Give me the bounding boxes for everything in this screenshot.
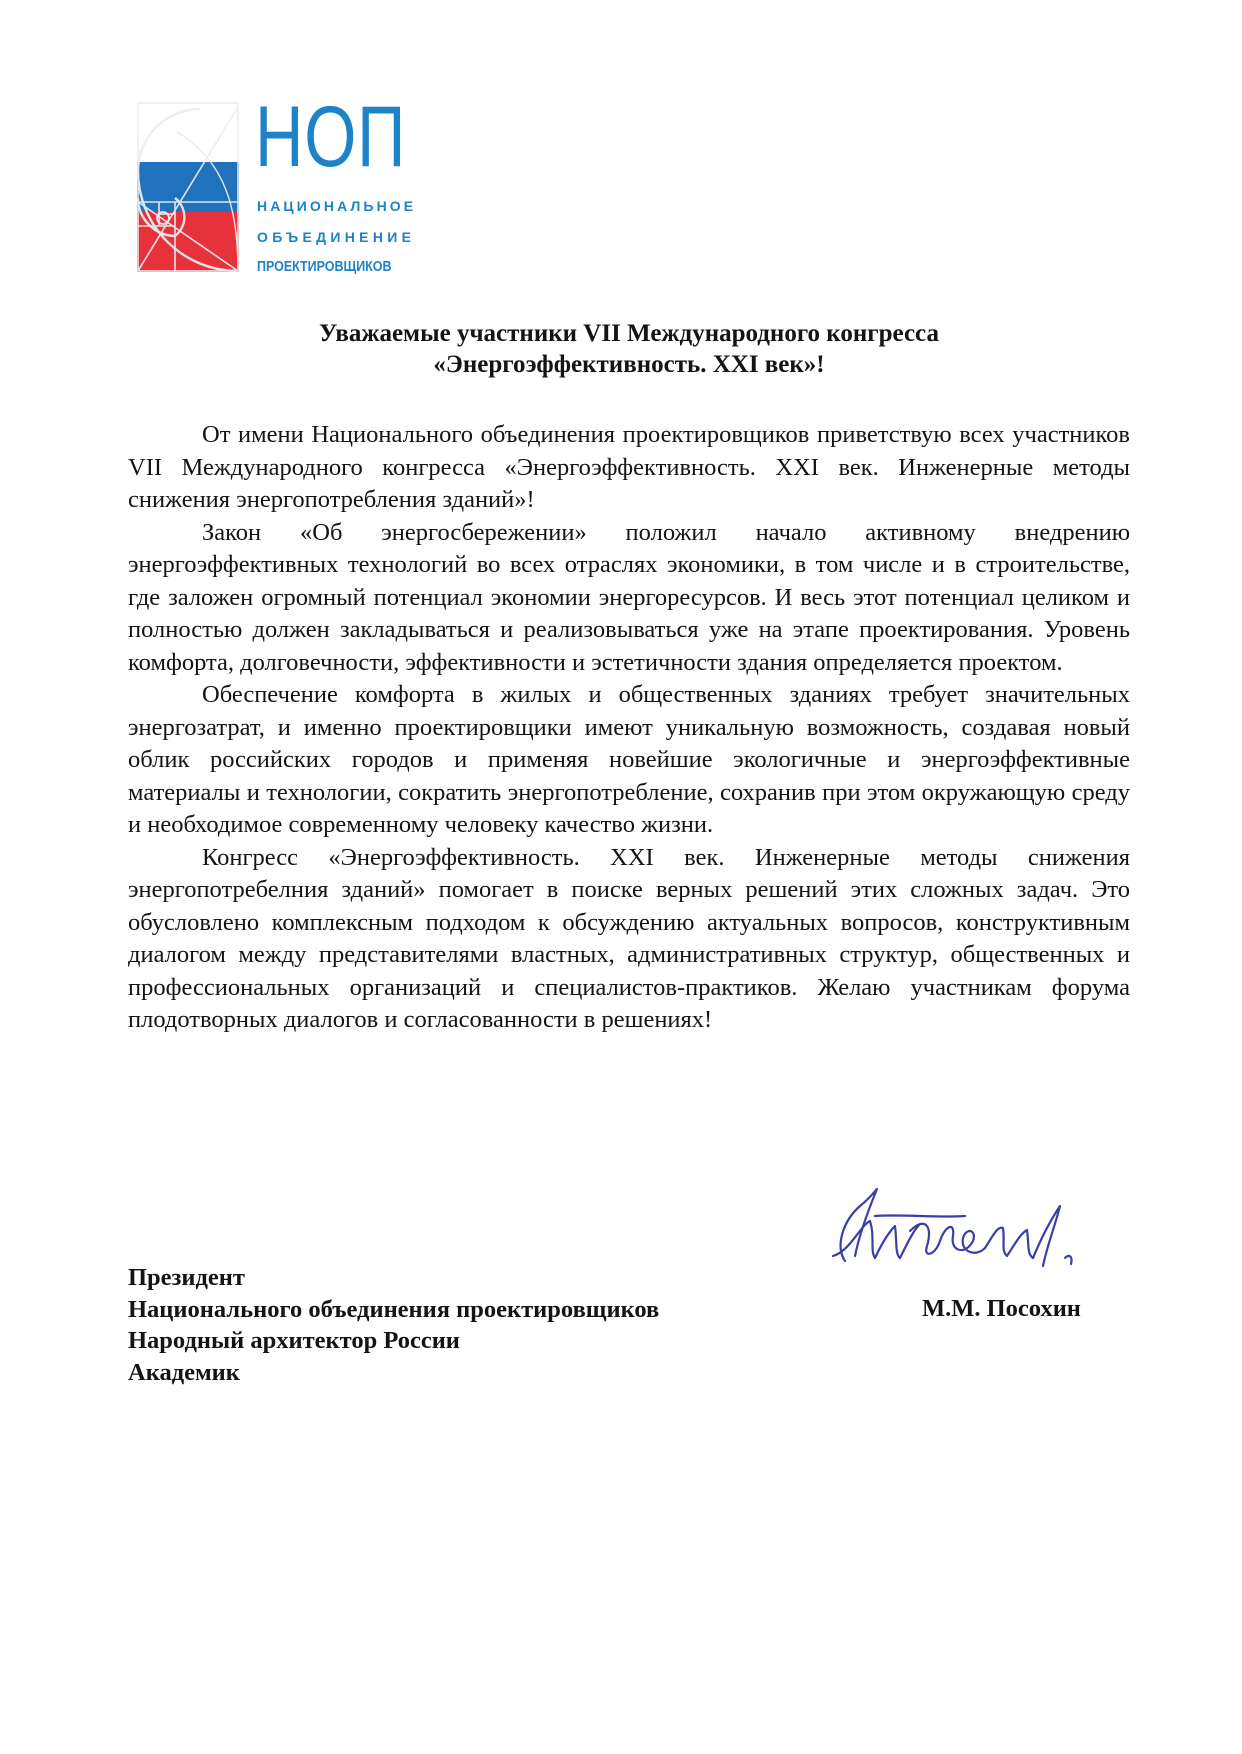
body-paragraph: От имени Национального объединения проектировщиков приветствую всех участников VII Международного конгресса «Энергоэффективность. XXI век. Инженерные методы снижения энергопотребления зданий»! xyxy=(128,421,1130,513)
organization-logo xyxy=(137,89,417,280)
heading-line: Уважаемые участники VII Международного конгресса xyxy=(319,320,939,347)
russian-flag-golden-spiral-icon xyxy=(137,102,239,272)
signatory-title-line: Народный архитектор России xyxy=(128,1327,460,1354)
signer-name: М.М. Посохин xyxy=(922,1295,1081,1322)
signatory-title-line: Академик xyxy=(128,1358,240,1386)
letter-heading xyxy=(128,318,1130,380)
signatory-title-line: Президент xyxy=(128,1264,245,1291)
letter-body xyxy=(128,419,1130,1037)
body-paragraph: Закон «Об энергосбережении» положил начало активному внедрению энергоэффективных технологий во всех отраслях экономики, в том числе и в строительстве, где заложен огромный потенциал экономии энергоресурсов. И весь этот потенциал целиком и полностью должен закладываться и реализовываться уже на этапе проектирования. Уровень комфорта, долговечности, эффективности и эстетичности здания определяется проектом. xyxy=(128,518,1130,676)
logo-subtitle-line: НАЦИОНАЛЬНОЕ xyxy=(257,198,417,214)
logo-subtitle-line: ОБЪЕДИНЕНИЕ xyxy=(257,229,416,245)
signatory-title-line: Национального объединения проектировщиков xyxy=(128,1295,660,1323)
logo-abbreviation: НОП xyxy=(255,89,407,185)
body-paragraph: Конгресс «Энергоэффективность. XXI век. Инженерные методы снижения энергопотребелния зданий» помогает в поиске верных решений этих сложных задач. Это обусловлено комплексным подходом к обсуждению актуальных вопросов, конструктивным диалогом между представителями властных, административных структур, общественных и профессиональных организаций и специалистов-практиков. Желаю участникам форума плодотворных диалогов и согласованности в решениях! xyxy=(128,843,1130,1033)
handwritten-signature-icon xyxy=(815,1186,1095,1276)
heading-line: «Энергоэффективность. XXI век»! xyxy=(433,351,825,378)
body-paragraph: Обеспечение комфорта в жилых и общественных зданиях требует значительных энергозатрат, и именно проектировщики имеют уникальную возможность, создавая новый облик российских городов и применяя новейшие экологичные и энергоэффективные материалы и технологии, сократить энергопотребление, сохранив при этом окружающую среду и необходимое современному человеку качество жизни. xyxy=(128,681,1130,838)
signatory-title-block xyxy=(128,1262,659,1388)
logo-subtitle-line: ПРОЕКТИРОВЩИКОВ xyxy=(257,259,392,275)
